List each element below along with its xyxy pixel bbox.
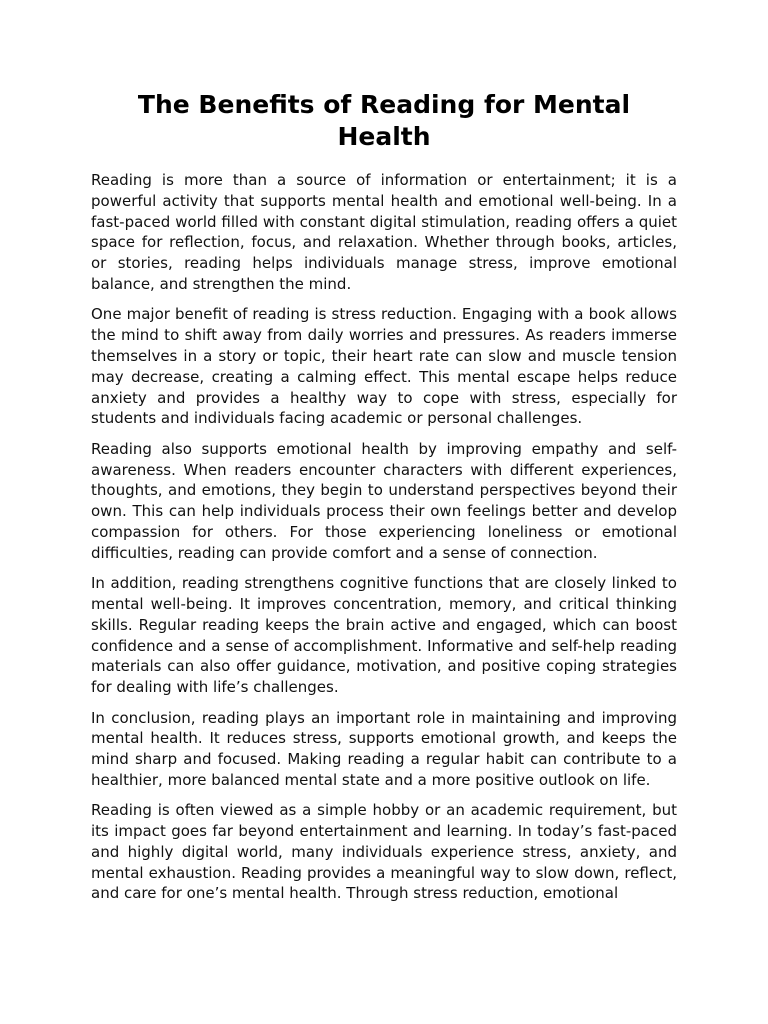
paragraph-conclusion: In conclusion, reading plays an important role in maintaining and improving mental health. It reduces stress, supports emotional growth, and keeps the mind sharp and focused. Making reading a regular habit can contribute to a healthier, more balanced mental state and a more positive outlook on life. (91, 708, 677, 789)
page-title: The Benefits of Reading for Mental Health (137, 90, 631, 151)
paragraph-stress-reduction: One major benefit of reading is stress reduction. Engaging with a book allows the mind to shift away from daily worries and pressures. As readers immerse themselves in a story or topic, their heart rate can slow and muscle tension may decrease, creating a calming effect. This mental escape helps reduce anxiety and provides a healthy way to cope with stress, especially for students and individuals facing academic or personal challenges. (91, 305, 677, 428)
paragraph-restated-intro: Reading is often viewed as a simple hobby or an academic requirement, but its impact goes far beyond entertainment and learning. In today’s fast-paced and highly digital world, many individuals experience stress, anxiety, and mental exhaustion. Reading provides a meaningful way to slow down, reflect, and care for one’s mental health. Through stress reduction, emotional (91, 801, 677, 903)
paragraph-emotional-health: Reading also supports emotional health by improving empathy and self-awareness. When readers encounter characters with different experiences, thoughts, and emotions, they begin to understand perspectives beyond their own. This can help individuals process their own feelings better and develop compassion for others. For those experiencing loneliness or emotional difficulties, reading can provide comfort and a sense of connection. (91, 439, 677, 562)
paragraph-intro: Reading is more than a source of information or entertainment; it is a powerful activity that supports mental health and emotional well-being. In a fast-paced world filled with constant digital stimulation, reading offers a quiet space for reflection, focus, and relaxation. Whether through books, articles, or stories, reading helps individuals manage stress, improve emotional balance, and strengthen the mind. (91, 171, 677, 293)
paragraph-cognitive-functions: In addition, reading strengthens cognitive functions that are closely linked to mental well-being. It improves concentration, memory, and critical thinking skills. Regular reading keeps the brain active and engaged, which can boost confidence and a sense of accomplishment. Informative and self-help reading materials can also offer guidance, motivation, and positive coping strategies for dealing with life’s challenges. (91, 574, 677, 697)
document-body (91, 170, 677, 910)
